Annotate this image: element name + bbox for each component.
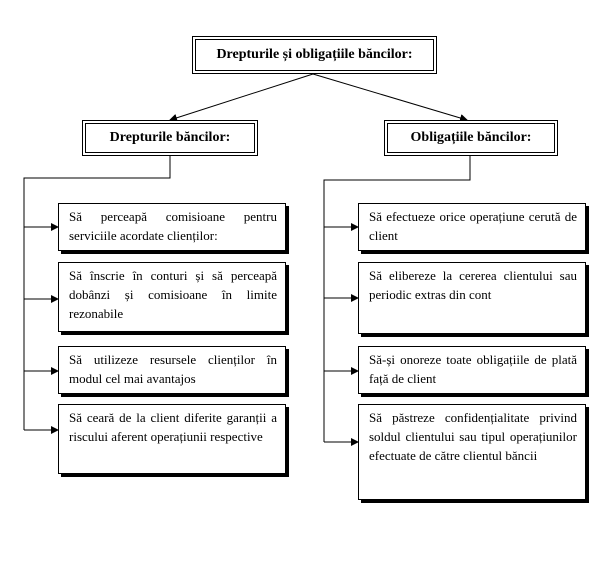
obligations-item-2: Să elibereze la cererea clientului sau periodic extras din cont [358, 262, 586, 334]
obligations-title: Obligațiile băncilor: [410, 130, 532, 145]
arrow-to-rights [170, 74, 313, 120]
obligations-item-4: Să păstreze confidențialitate privind soldul clientului sau tipul operațiunilor efectuate de către clientul băncii [358, 404, 586, 500]
root-title: Drepturile și obligațiile băncilor: [216, 47, 413, 62]
obligations-item-3: Să-și onoreze toate obligațiile de plată față de client [358, 346, 586, 394]
rights-item-4: Să ceară de la client diferite garanții a riscului aferent operațiunii respective [58, 404, 286, 474]
rights-item-3: Să utilizeze resursele clienților în modul cel mai avantajos [58, 346, 286, 394]
rights-title: Drepturile băncilor: [109, 130, 231, 145]
root-box [192, 36, 437, 74]
arrow-to-obligations [313, 74, 467, 120]
rights-box [82, 120, 258, 156]
obligations-item-1: Să efectueze orice operațiune cerută de client [358, 203, 586, 251]
rights-item-2: Să înscrie în conturi și să perceapă dobânzi și comisioane în limite rezonabile [58, 262, 286, 332]
obligations-box [384, 120, 558, 156]
rights-item-1: Să perceapă comisioane pentru serviciile acordate clienților: [58, 203, 286, 251]
